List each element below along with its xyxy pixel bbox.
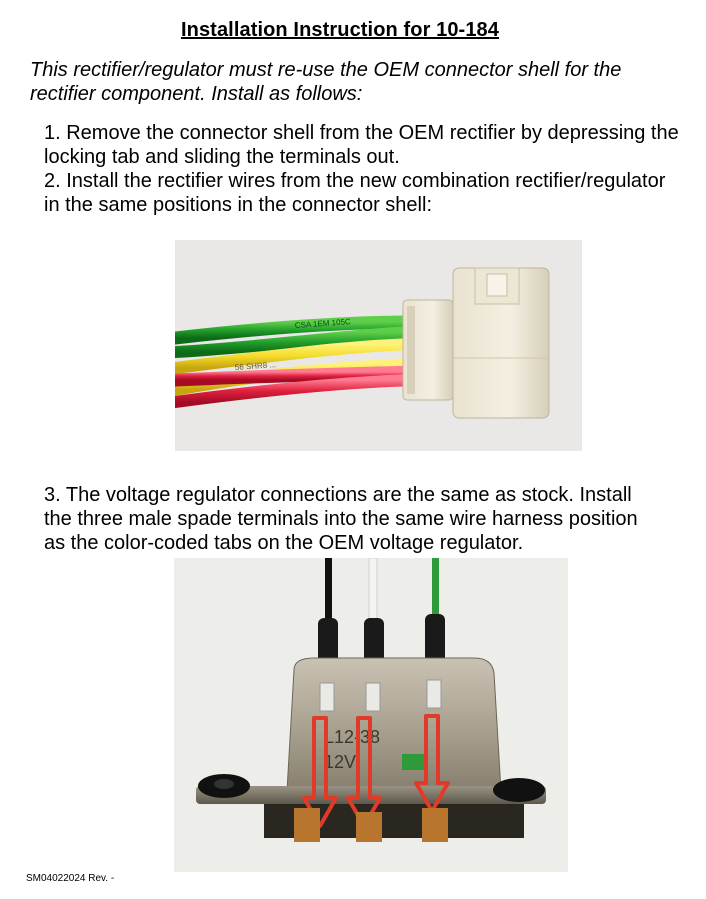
steps-1-2 [44,121,684,217]
voltage-regulator-illustration [174,558,568,872]
intro-text: This rectifier/regulator must re-use the OEM connector shell for the rectifier component. Install as follows: [30,59,622,105]
regulator-marking-voltage: 12V [324,752,357,772]
wire-print-green: CSA 1EM 105C [294,317,352,330]
step-1: 1. Remove the connector shell from the OEM rectifier by depressing the locking tab and sliding the terminals out. [44,122,679,168]
document-title: Installation Instruction for 10-184 [180,19,499,41]
connector-shell-photo [175,240,582,451]
step-3: 3. The voltage regulator connections are the same as stock. Install the three male spade terminals into the same wire harness position as the color-coded tabs on the OEM voltage regulator. [44,484,638,554]
wire-print-yellow: 56 SHR8 ... [234,360,277,372]
step-2: 2. Install the rectifier wires from the new combination rectifier/regulator in the same positions in the connector shell: [44,170,666,216]
regulator-marking-part: L12-38 [324,727,381,747]
connector-shell-illustration [175,240,582,451]
document-footer: SM04022024 Rev. - [26,873,115,884]
voltage-regulator-photo [174,558,568,872]
